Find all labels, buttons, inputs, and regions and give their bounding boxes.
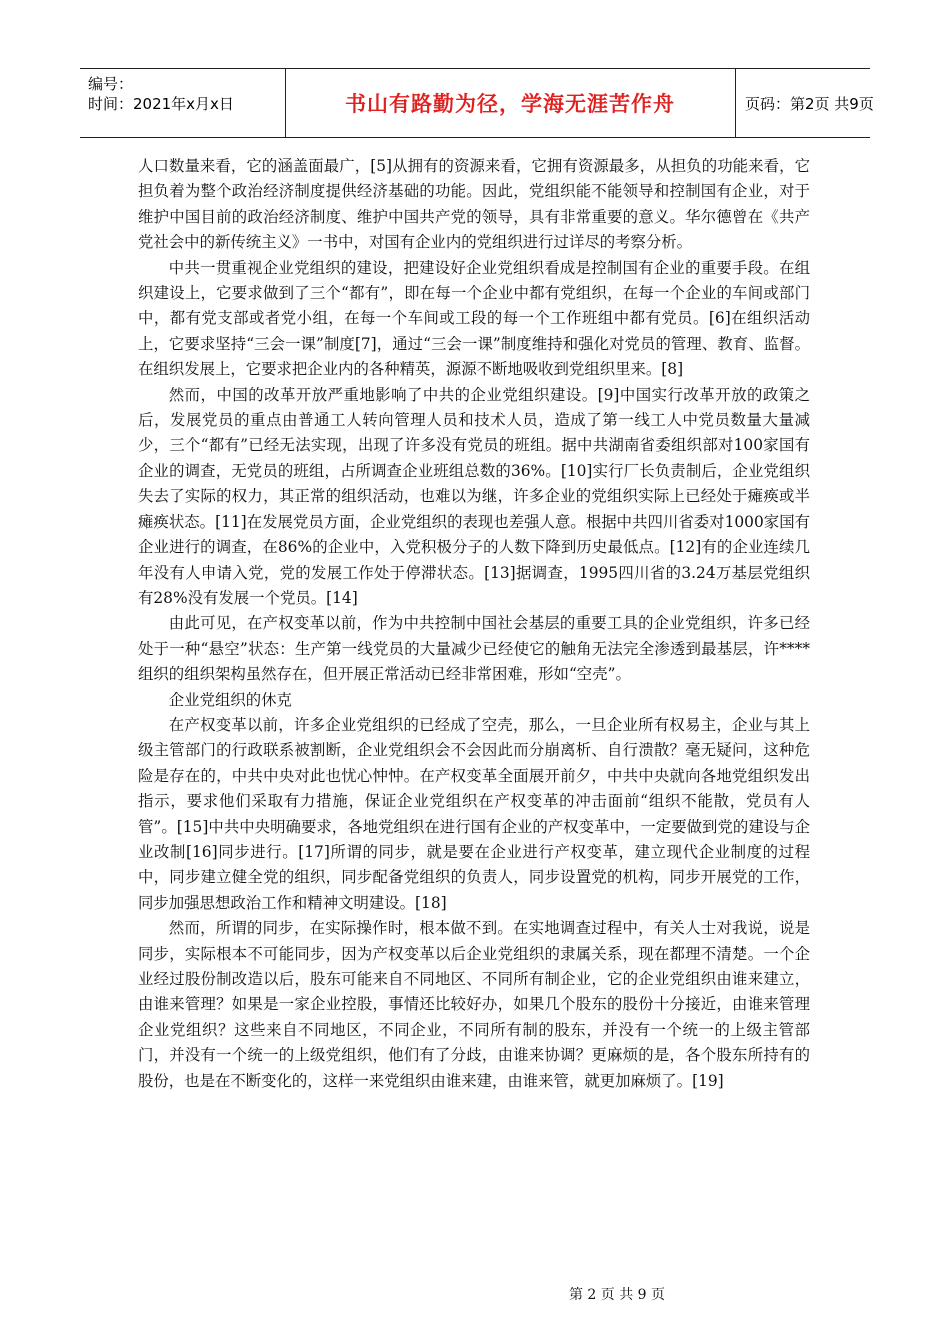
paragraph: 然而，所谓的同步，在实际操作时，根本做不到。在实地调查过程中，有关人士对我说，说是同步，实际根本不可能同步，因为产权变革以后企业党组织的隶属关系，现在都理不清楚。一个企业经过股份制改造以后，股东可能来自不同地区、不同所有制企业，它的企业党组织由谁来建立，由谁来管理？如果是一家企业控股，事情还比较好办，如果几个股东的股份十分接近，由谁来管理企业党组织？这些来自不同地区，不同企业，不同所有制的股东，并没有一个统一的上级主管部门，并没有一个统一的上级党组织，他们有了分歧，由谁来协调？更麻烦的是，各个股东所持有的股份，也是在不断变化的，这样一来党组织由谁来建，由谁来管，就更加麻烦了。[19] <box>138 919 810 1090</box>
document-body <box>138 154 810 1094</box>
page-header <box>80 68 874 138</box>
header-meta-cell <box>80 69 286 137</box>
footer-page-number: 第 2 页 共 9 页 <box>568 1287 666 1303</box>
page-info: 页码：第2页 共9页 <box>745 94 874 113</box>
date-label: 时间：2021年x月x日 <box>88 95 234 113</box>
paragraph: 由此可见，在产权变革以前，作为中共控制中国社会基层的重要工具的企业党组织，许多已经处于一种“悬空”状态：生产第一线党员的大量减少已经使它的触角无法完全渗透到最基层，许****组织的组织架构虽然存在，但开展正常活动已经非常困难，形如“空壳”。 <box>138 614 810 684</box>
paragraph: 人口数量来看，它的涵盖面最广，[5]从拥有的资源来看，它拥有资源最多，从担负的功能来看，它担负着为整个政治经济制度提供经济基础的功能。因此，党组织能不能领导和控制国有企业，对于维护中国目前的政治经济制度、维护中国共产党的领导，具有非常重要的意义。华尔德曾在《共产党社会中的新传统主义》一书中，对国有企业内的党组织进行过详尽的考察分析。 <box>138 157 810 252</box>
paragraph: 然而，中国的改革开放严重地影响了中共的企业党组织建设。[9]中国实行改革开放的政策之后，发展党员的重点由普通工人转向管理人员和技术人员，造成了第一线工人中党员数量大量减少，三个“都有”已经无法实现，出现了许多没有党员的班组。据中共湖南省委组织部对100家国有企业的调查，无党员的班组，占所调查企业班组总数的36%。[10]实行厂长负责制后，企业党组织失去了实际的权力，其正常的组织活动，也难以为继，许多企业的党组织实际上已经处于瘫痪或半瘫痪状态。[11]在发展党员方面，企业党组织的表现也差强人意。根据中共四川省委对1000家国有企业进行的调查，在86%的企业中，入党积极分子的人数下降到历史最低点。[12]有的企业连续几年没有人申请入党，党的发展工作处于停滞状态。[13]据调查，1995四川省的3.24万基层党组织有28%没有发展一个党员。[14] <box>138 385 810 607</box>
paragraph: 中共一贯重视企业党组织的建设，把建设好企业党组织看成是控制国有企业的重要手段。在组织建设上，它要求做到了三个“都有”，即在每一个企业中都有党组织，在每一个企业的车间或部门中，都有党支部或者党小组，在每一个车间或工段的每一个工作班组中都有党员。[6]在组织活动上，它要求坚持“三会一课”制度[7]，通过“三会一课”制度维持和强化对党员的管理、教育、监督。在组织发展上，它要求把企业内的各种精英，源源不断地吸收到党组织里来。[8] <box>138 258 810 379</box>
code-label: 编号： <box>88 75 134 93</box>
page-footer <box>0 1284 950 1304</box>
paragraph: 在产权变革以前，许多企业党组织的已经成了空壳，那么，一旦企业所有权易主，企业与其上级主管部门的行政联系被割断，企业党组织会不会因此而分崩离析、自行溃散？毫无疑问，这种危险是存在的，中共中央对此也忧心忡忡。在产权变革全面展开前夕，中共中央就向各地党组织发出指示，要求他们采取有力措施，保证企业党组织在产权变革的冲击面前“组织不能散，党员有人管”。[15]中共中央明确要求，各地党组织在进行国有企业的产权变革中，一定要做到党的建设与企业改制[16]同步进行。[17]所谓的同步，就是要在企业进行产权变革，建立现代企业制度的过程中，同步建立健全党的组织，同步配备党组织的负责人，同步设置党的机构，同步开展党的工作，同步加强思想政治工作和精神文明建设。[18] <box>138 715 810 912</box>
slogan: 书山有路勤为径，学海无涯苦作舟 <box>345 92 675 116</box>
header-page-cell <box>735 69 880 137</box>
header-slogan-cell <box>285 69 736 137</box>
section-heading: 企业党组织的休克 <box>168 690 292 709</box>
